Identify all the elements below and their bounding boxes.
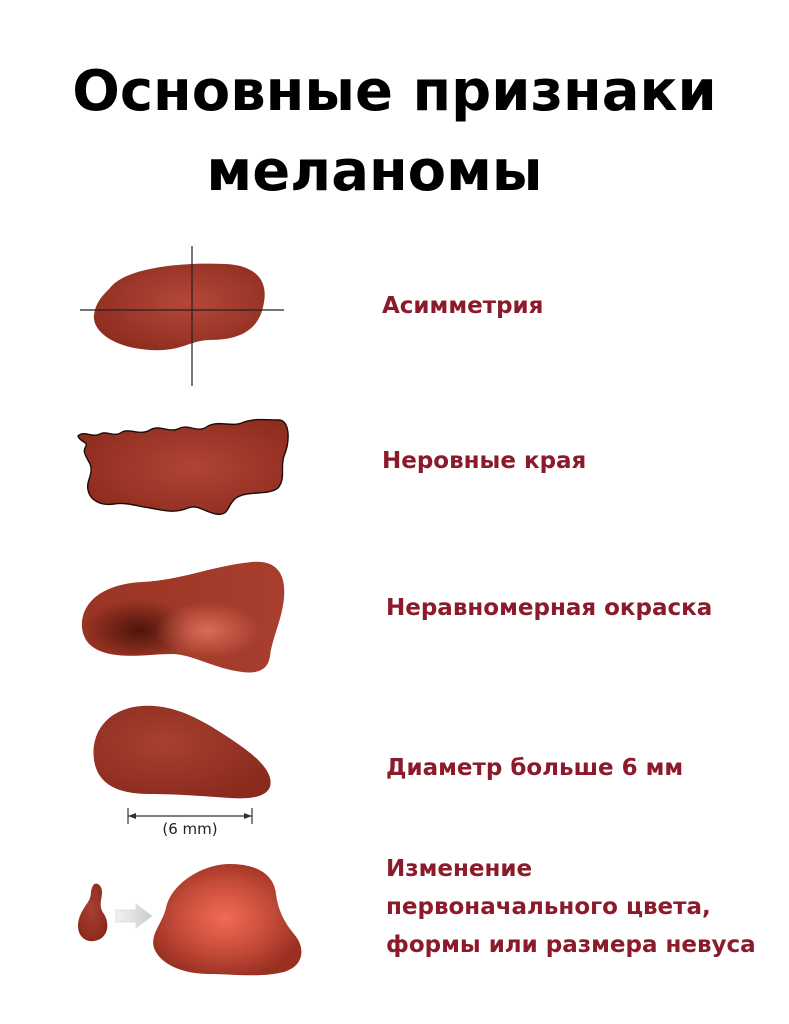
diameter-figure bbox=[80, 700, 280, 840]
asymmetry-figure bbox=[70, 240, 300, 390]
title-line-2: меланомы bbox=[206, 139, 543, 204]
irregular-lesion bbox=[78, 420, 288, 515]
page-title bbox=[0, 52, 789, 212]
uneven-color-figure bbox=[72, 558, 292, 678]
sign-label-diameter: Диаметр больше 6 мм bbox=[386, 755, 684, 781]
sign-label-irregular-borders: Неровные края bbox=[382, 448, 587, 474]
title-line-1: Основные признаки bbox=[72, 59, 717, 124]
changed-mole bbox=[153, 864, 301, 975]
sign-label-asymmetry: Асимметрия bbox=[382, 293, 544, 319]
uneven-color-lesion bbox=[82, 562, 284, 673]
irregular-border-figure bbox=[70, 412, 300, 522]
original-mole bbox=[78, 884, 107, 942]
sign-label-evolution: Изменение первоначального цвета, формы или размера невуса bbox=[386, 856, 756, 958]
measure-arrow-left bbox=[128, 813, 136, 819]
evolution-figure bbox=[70, 860, 320, 990]
measure-arrow-right bbox=[244, 813, 252, 819]
diameter-lesion bbox=[93, 706, 270, 799]
change-arrow-icon bbox=[116, 904, 152, 928]
measure-label: (6 mm) bbox=[162, 820, 218, 838]
asymmetric-lesion bbox=[94, 264, 265, 351]
sign-label-uneven-color: Неравномерная окраска bbox=[386, 595, 713, 621]
